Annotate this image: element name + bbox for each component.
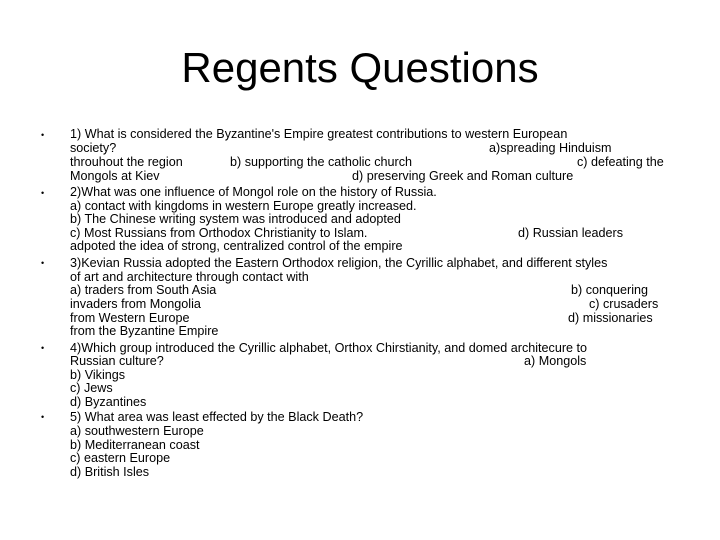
question-line: 4)Which group introduced the Cyrillic alphabet, Orthox Chirstianity, and domed architecure to [70, 341, 588, 355]
bullet-marker: • [41, 258, 45, 268]
answer-option: a) southwestern Europe [70, 424, 204, 438]
answer-option: d) Russian leaders [518, 226, 623, 240]
bullet-marker: • [41, 130, 45, 140]
question-line: 2)What was one influence of Mongol role on the history of Russia. [70, 185, 437, 199]
answer-option: d) British Isles [70, 465, 150, 479]
bullet-marker: • [41, 343, 45, 353]
answer-option: c) crusaders [589, 297, 659, 311]
answer-text: throuhout the region [70, 155, 183, 169]
answer-option: c) Most Russians from Orthodox Christianity to Islam. [70, 226, 368, 240]
answer-option: d) preserving Greek and Roman culture [352, 169, 574, 183]
answer-text: adpoted the idea of strong, centralized control of the empire [70, 239, 403, 253]
question-line: 3)Kevian Russia adopted the Eastern Orthodox religion, the Cyrillic alphabet, and different styles [70, 256, 608, 270]
answer-option: c) defeating the [577, 155, 664, 169]
question-line: Russian culture? [70, 354, 164, 368]
question-line: 5) What area was least effected by the Black Death? [70, 410, 364, 424]
answer-text: from the Byzantine Empire [70, 324, 219, 338]
answer-option: a) contact with kingdoms in western Europe greatly increased. [70, 199, 417, 213]
answer-option: a) traders from South Asia [70, 283, 217, 297]
answer-option: d) Byzantines [70, 395, 147, 409]
answer-text: invaders from Mongolia [70, 297, 201, 311]
answer-option: d) missionaries [568, 311, 653, 325]
answer-option: c) eastern Europe [70, 451, 171, 465]
answer-option: c) Jews [70, 381, 113, 395]
answer-option: a)spreading Hinduism [489, 141, 612, 155]
answer-text: from Western Europe [70, 311, 190, 325]
bullet-marker: • [41, 188, 45, 198]
answer-option: a) Mongols [524, 354, 587, 368]
answer-option: b) conquering [571, 283, 649, 297]
answer-option: b) Mediterranean coast [70, 438, 200, 452]
question-line: society? [70, 141, 117, 155]
question-line: of art and architecture through contact with [70, 270, 309, 284]
slide-title: Regents Questions [181, 44, 539, 91]
answer-text: Mongols at Kiev [70, 169, 160, 183]
bullet-marker: • [41, 412, 45, 422]
question-line: 1) What is considered the Byzantine's Empire greatest contributions to western European [70, 127, 568, 141]
answer-option: b) The Chinese writing system was introduced and adopted [70, 212, 401, 226]
answer-option: b) supporting the catholic church [230, 155, 413, 169]
answer-option: b) Vikings [70, 368, 126, 382]
